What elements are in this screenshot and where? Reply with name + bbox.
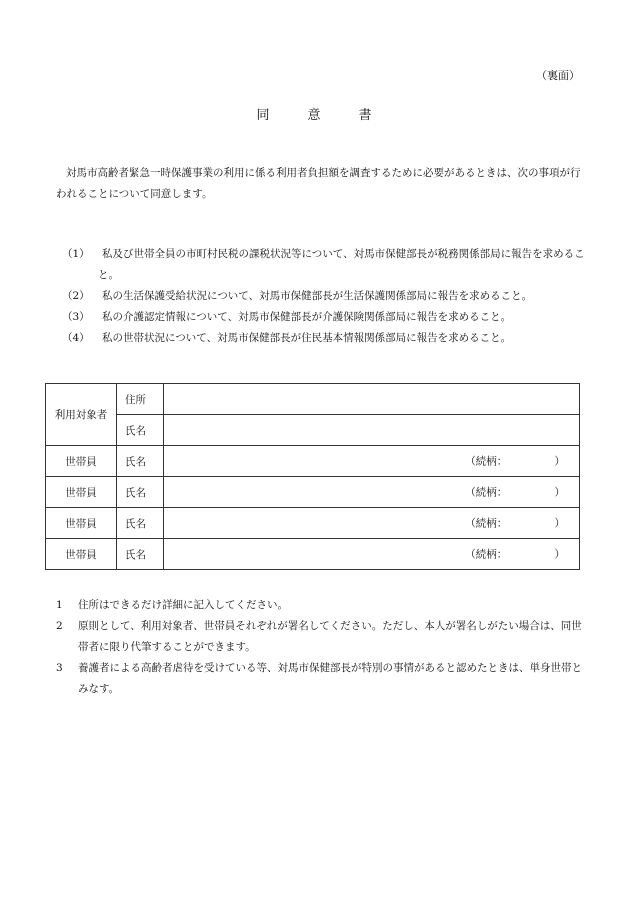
item-number: （4） [62, 332, 90, 344]
title-char: 書 [358, 108, 374, 123]
address-field[interactable] [164, 384, 580, 415]
user-label: 利用対象者 [46, 384, 117, 446]
name-label: 氏名 [117, 508, 164, 539]
name-label: 氏名 [117, 415, 164, 446]
table-row [46, 508, 580, 539]
note-number: 2 [56, 620, 63, 632]
relation-label: （続柄： ） [465, 486, 565, 499]
table-row [46, 415, 580, 446]
name-label: 氏名 [117, 446, 164, 477]
notes-list [56, 595, 588, 700]
title-char: 同 [256, 108, 272, 123]
member-name-field[interactable] [164, 477, 580, 508]
item-text: 私の介護認定情報について、対馬市保健部長が介護保険関係部局に報告を求めること。 [102, 311, 512, 323]
list-item [56, 616, 588, 658]
table-row [46, 477, 580, 508]
list-item [56, 595, 588, 616]
table-row [46, 539, 580, 570]
table-row [46, 384, 580, 415]
list-item [62, 286, 588, 307]
name-label: 氏名 [117, 477, 164, 508]
page-side-label: （裏面） [536, 69, 580, 82]
note-text: 原則として、利用対象者、世帯員それぞれが署名してください。ただし、本人が署名しがたい場合は、同世帯者に限り代筆することができます。 [78, 620, 582, 653]
item-number: （1） [62, 248, 90, 260]
note-number: 1 [56, 599, 63, 611]
list-item [62, 307, 588, 328]
relation-label: （続柄： ） [465, 455, 565, 468]
item-text: 私及び世帯全員の市町村民税の課税状況等について、対馬市保健部長が税務関係部局に報告を求めること。 [98, 248, 585, 281]
member-name-field[interactable] [164, 446, 580, 477]
item-number: （2） [62, 290, 90, 302]
intro-paragraph: 対馬市高齢者緊急一時保護事業の利用に係る利用者負担額を調査するために必要があるときは、次の事項が行われることについて同意します。 [56, 167, 581, 200]
note-text: 養護者による高齢者虐待を受けている等、対馬市保健部長が特別の事情があると認めたときは、単身世帯とみなす。 [78, 662, 582, 695]
consent-items-list [62, 244, 588, 349]
member-label: 世帯員 [46, 508, 117, 539]
title-char: 意 [307, 108, 323, 123]
table-row [46, 446, 580, 477]
user-name-field[interactable] [164, 415, 580, 446]
item-text: 私の世帯状況について、対馬市保健部長が住民基本情報関係部局に報告を求めること。 [102, 332, 512, 344]
page-title [0, 104, 630, 123]
item-text: 私の生活保護受給状況について、対馬市保健部長が生活保護関係部局に報告を求めること。 [102, 290, 533, 302]
relation-label: （続柄： ） [465, 548, 565, 561]
member-label: 世帯員 [46, 539, 117, 570]
name-label: 氏名 [117, 539, 164, 570]
item-number: （3） [62, 311, 90, 323]
note-number: 3 [56, 662, 63, 674]
address-label: 住所 [117, 384, 164, 415]
consent-form-table [45, 383, 580, 570]
member-label: 世帯員 [46, 446, 117, 477]
list-item [62, 328, 588, 349]
list-item [56, 658, 588, 700]
note-text: 住所はできるだけ詳細に記入してください。 [78, 599, 288, 611]
list-item [62, 244, 588, 286]
member-name-field[interactable] [164, 539, 580, 570]
relation-label: （続柄： ） [465, 517, 565, 530]
member-name-field[interactable] [164, 508, 580, 539]
member-label: 世帯員 [46, 477, 117, 508]
